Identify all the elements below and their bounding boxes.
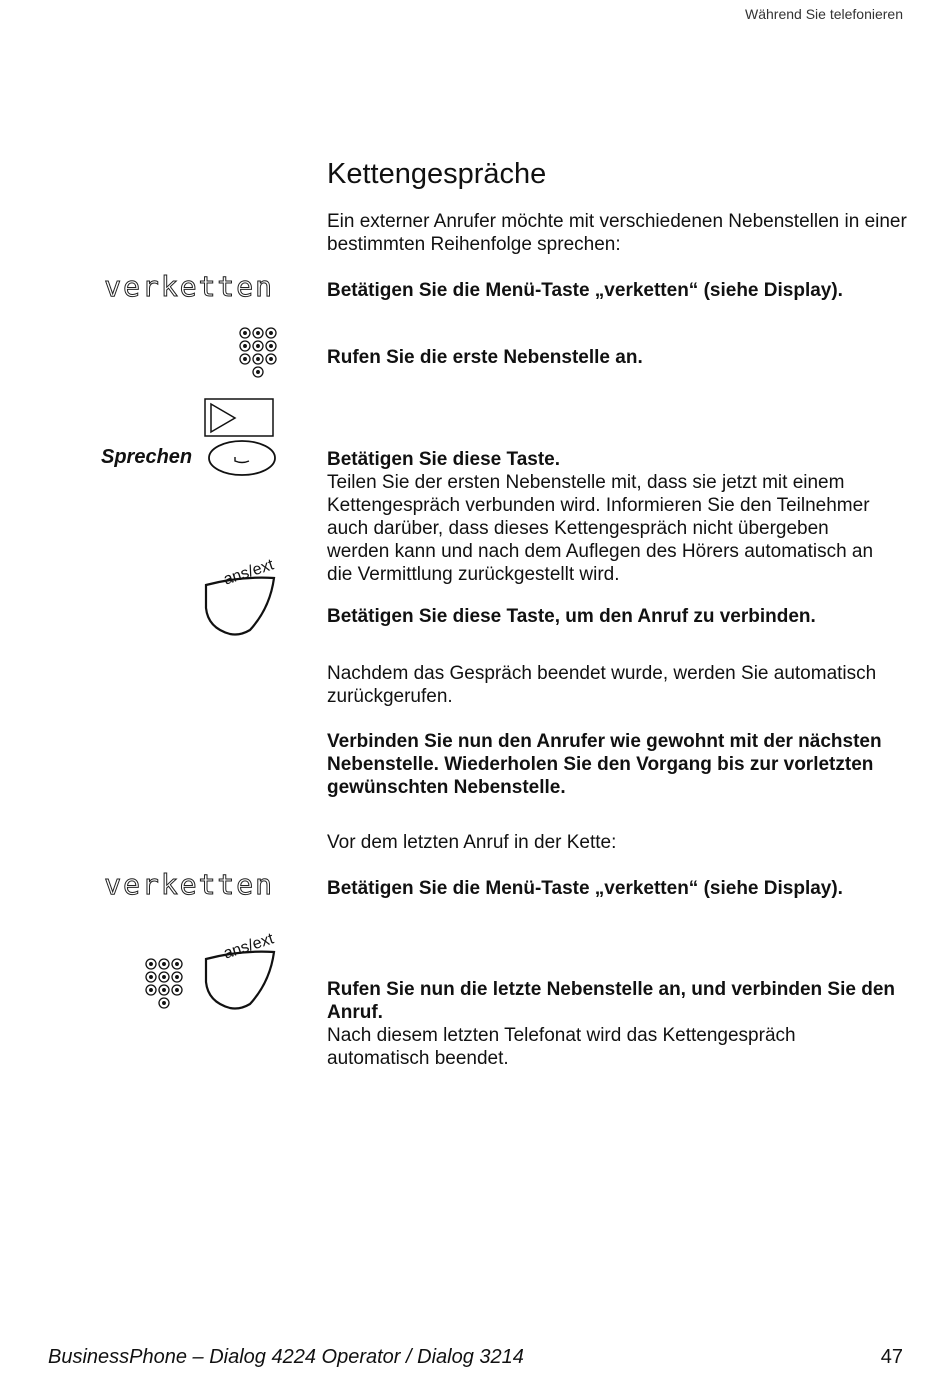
keypad-key-dot [257, 358, 260, 361]
ans-ext-label: ans/ext [221, 930, 276, 963]
keypad-key-dot [244, 345, 247, 348]
keypad-key-dot [176, 989, 179, 992]
key-label-sprechen: Sprechen [101, 446, 193, 468]
keypad-key-dot [270, 345, 273, 348]
section-title: Kettengespräche [327, 158, 547, 190]
step-repeat: Verbinden Sie nun den Anrufer wie gewohnt mit der nächsten Nebenstelle. Wiederholen Sie den Vorgang bis zur vorletzten gewünschten Nebenstelle. [327, 731, 882, 798]
page-number: 47 [880, 1346, 903, 1368]
step-end-text: Nach diesem letzten Telefonat wird das Kettengespräch automatisch beendet. [327, 1025, 796, 1069]
keypad-key-dot [150, 989, 153, 992]
keypad-key-dot [150, 963, 153, 966]
speak-key-icon [202, 397, 280, 479]
keypad-key-dot [163, 989, 166, 992]
keypad-key-dot [257, 332, 260, 335]
running-header: Während Sie telefonieren [745, 6, 903, 22]
step-press-key: Betätigen Sie diese Taste. [327, 449, 561, 470]
keypad-key-dot [244, 332, 247, 335]
keypad-key-dot [176, 963, 179, 966]
display-label-verketten: verketten [104, 270, 274, 303]
step-connect: Betätigen Sie diese Taste, um den Anruf zu verbinden. [327, 606, 816, 627]
ans-ext-label: ans/ext [221, 556, 276, 589]
keypad-key-dot [150, 976, 153, 979]
step-press-verketten: Betätigen Sie die Menü-Taste „verketten“ (siehe Display). [327, 280, 843, 301]
keypad-key-dot [163, 976, 166, 979]
ans-ext-key-icon [200, 922, 282, 1014]
keypad-icon [144, 957, 186, 1015]
keypad-key-dot [163, 963, 166, 966]
keypad-icon [238, 326, 280, 384]
keypad-key-dot [176, 976, 179, 979]
step-call-first: Rufen Sie die erste Nebenstelle an. [327, 347, 643, 368]
keypad-key-dot [244, 358, 247, 361]
step-call-last: Rufen Sie nun die letzte Nebenstelle an, und verbinden Sie den Anruf. [327, 979, 895, 1023]
keypad-key-dot [163, 1002, 166, 1005]
step-press-verketten-2: Betätigen Sie die Menü-Taste „verketten“ (siehe Display). [327, 878, 843, 899]
keypad-key-dot [257, 345, 260, 348]
intro-text: Ein externer Anrufer möchte mit verschiedenen Nebenstellen in einer bestimmten Reihenfolge sprechen: [327, 211, 907, 255]
keypad-key-dot [257, 371, 260, 374]
ans-ext-key-icon [200, 548, 282, 640]
keypad-key-dot [270, 332, 273, 335]
step-callback-text: Nachdem das Gespräch beendet wurde, werden Sie automatisch zurückgerufen. [327, 663, 877, 707]
footer-product: BusinessPhone – Dialog 4224 Operator / Dialog 3214 [48, 1346, 524, 1368]
step-inform-text: Teilen Sie der ersten Nebenstelle mit, dass sie jetzt mit einem Kettengespräch verbunden wird. Informieren Sie den Teilnehmer auch darüber, dass dieses Kettengespräch nicht übergeben werden kann und nach dem Auflegen des Hörers automatisch an die Vermittlung zurückgestellt wird. [327, 472, 874, 585]
keypad-key-dot [270, 358, 273, 361]
display-label-verketten: verketten [104, 868, 274, 901]
step-before-last: Vor dem letzten Anruf in der Kette: [327, 832, 617, 853]
